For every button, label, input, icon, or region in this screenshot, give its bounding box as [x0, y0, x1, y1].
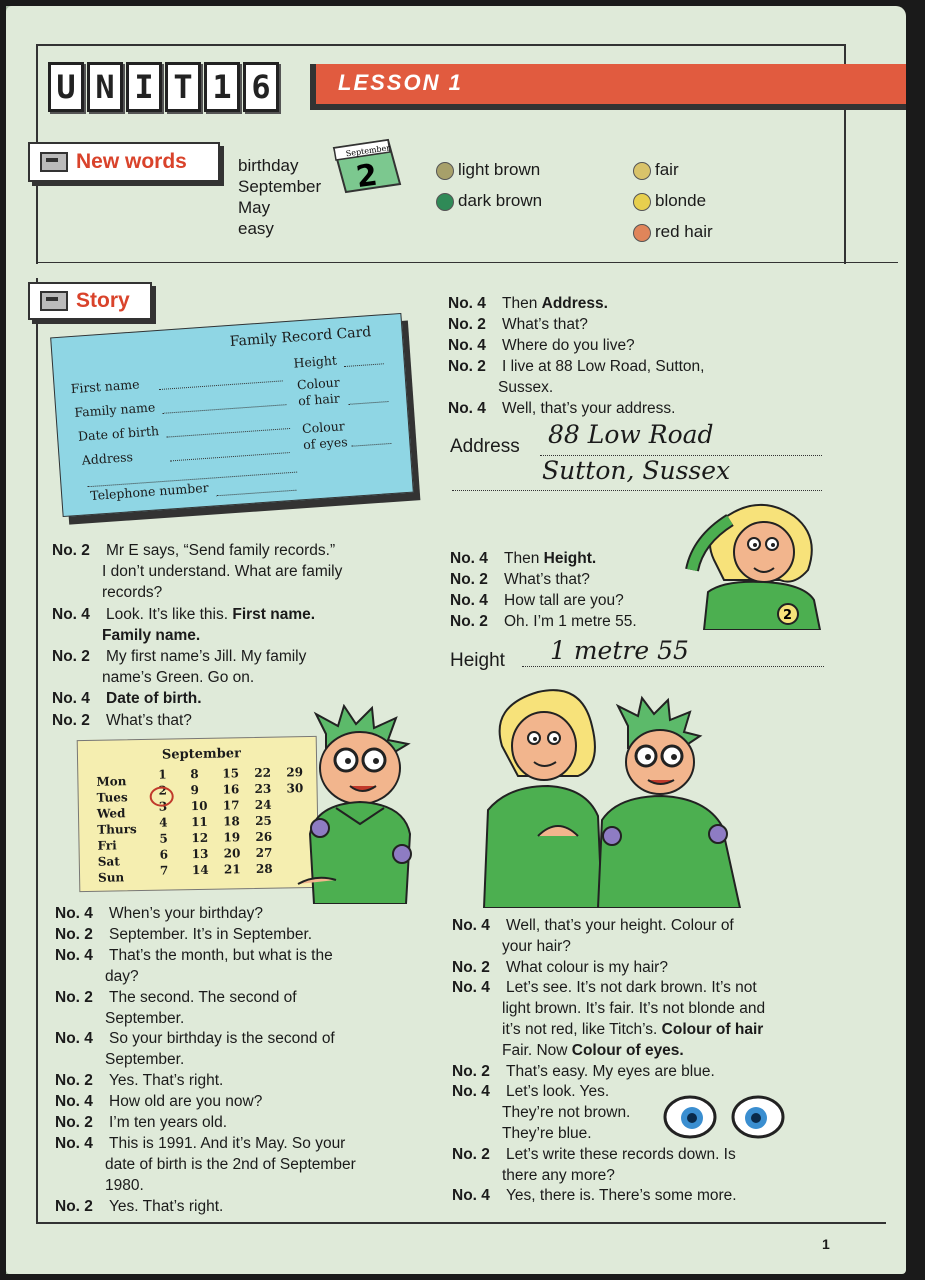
dialogue-bold-text: Colour of eyes. — [571, 1041, 684, 1059]
dialogue-text: I live at 88 Low Road, Sutton, — [502, 357, 705, 375]
dialogue-text: What’s that? — [504, 571, 590, 588]
dialogue-text: September. — [105, 1051, 185, 1069]
calendar-date: 17 — [222, 798, 240, 813]
calendar-icon-month: September — [345, 143, 391, 159]
dialogue-line — [55, 1196, 223, 1217]
dialogue-line — [55, 966, 139, 987]
dialogue-line — [52, 561, 342, 582]
dialogue-line — [452, 1081, 609, 1102]
new-words-label: New words — [76, 150, 187, 173]
dialogue-text: Well, that’s your height. Colour of — [506, 917, 734, 934]
dialogue-line — [450, 569, 590, 590]
dialogue-line — [55, 1175, 144, 1196]
dialogue-text: My first name’s Jill. My family — [106, 648, 307, 665]
dialogue-text: Well, that’s your address. — [502, 399, 676, 417]
speaker-label: No. 2 — [52, 648, 90, 665]
calendar-date: 30 — [286, 781, 304, 796]
speaker-label: No. 2 — [452, 1145, 490, 1163]
colour-word: red hair — [655, 222, 713, 241]
dialogue-text: That’s the month, but what is the — [109, 946, 333, 964]
card-dotted-line — [217, 490, 297, 497]
colour-word: light brown — [458, 160, 541, 179]
height-handwritten: 1 metre 55 — [550, 636, 689, 665]
calendar-day-label: Wed — [96, 806, 126, 821]
dialogue-text: Mr E says, “Send family records.” — [106, 542, 336, 559]
unit-letter: T — [165, 62, 201, 112]
speaker-label: No. 4 — [448, 295, 486, 312]
speaker-label: No. 4 — [452, 1083, 490, 1101]
calendar-date: 3 — [158, 799, 168, 814]
calendar-day-label: Sat — [97, 854, 120, 869]
page-number: 1 — [822, 1236, 830, 1252]
dialogue-line — [55, 1008, 184, 1029]
dialogue-text: What’s that? — [502, 315, 588, 333]
jill-character-illustration — [684, 500, 828, 630]
dialogue-line — [52, 646, 306, 667]
card-field-label: of hair — [297, 390, 341, 409]
calendar-date: 27 — [255, 845, 273, 860]
speaker-label: No. 2 — [450, 613, 488, 630]
dialogue-line — [450, 548, 596, 569]
lesson-label: LESSON 1 — [338, 70, 463, 95]
dialogue-text: Then — [504, 550, 544, 567]
dialogue-line — [55, 945, 333, 966]
circled-date-mark — [149, 785, 175, 807]
calendar-date: 29 — [286, 765, 304, 780]
dialogue-text: Yes. That’s right. — [109, 1197, 224, 1215]
colour-word: dark brown — [458, 191, 543, 210]
dialogue-line — [452, 1185, 737, 1206]
dialogue-bold-text: Date of birth. — [106, 690, 202, 708]
speaker-label: No. 4 — [452, 917, 490, 934]
card-dotted-line — [163, 404, 287, 414]
card-dotted-line — [349, 401, 389, 405]
dialogue-text: it’s not red, like Titch’s. — [502, 1021, 662, 1038]
card-dotted-line — [166, 428, 290, 438]
calendar-date: 9 — [190, 782, 200, 798]
calendar-date: 28 — [255, 861, 273, 876]
dialogue-text: your hair? — [502, 937, 571, 955]
colour-word: blonde — [655, 191, 707, 210]
calendar-date: 16 — [222, 782, 240, 797]
dialogue-line — [452, 957, 668, 978]
dialogue-line — [452, 936, 571, 957]
dialogue-line — [55, 1028, 335, 1049]
dialogue-text: Then — [502, 295, 542, 312]
dialogue-line — [52, 667, 254, 688]
calendar-date: 10 — [190, 798, 208, 814]
height-line — [522, 666, 824, 667]
dialogue-line — [452, 1102, 630, 1123]
calendar-day-label: Thurs — [97, 822, 137, 837]
cassette-icon — [40, 291, 68, 311]
dialogue-text: How old are you now? — [109, 1093, 263, 1111]
dialogue-text: September. It’s in September. — [109, 925, 313, 943]
calendar-date: 6 — [159, 847, 169, 862]
card-field-label: Address — [81, 449, 134, 468]
dialogue-text: Let’s write these records down. Is — [506, 1145, 736, 1163]
dialogue-line — [450, 611, 637, 632]
address-label: Address — [450, 436, 520, 457]
dialogue-line — [55, 1091, 262, 1112]
dialogue-text: I’m ten years old. — [109, 1114, 228, 1131]
card-dotted-line — [344, 363, 384, 367]
speaker-label: No. 4 — [452, 1187, 490, 1205]
dialogue-line — [55, 1070, 223, 1091]
jill-and-titch-illustration — [478, 686, 758, 908]
speaker-label: No. 2 — [55, 1197, 93, 1215]
speaker-label: No. 4 — [448, 399, 486, 417]
new-word: May — [238, 198, 271, 217]
calendar-date: 19 — [223, 830, 241, 845]
card-dotted-line — [351, 443, 391, 447]
dialogue-text: They’re blue. — [502, 1125, 592, 1142]
calendar-page-icon — [326, 134, 406, 196]
speaker-label: No. 4 — [450, 550, 488, 567]
lesson-banner — [310, 64, 906, 110]
dialogue-line — [450, 590, 624, 611]
speaker-label: No. 2 — [55, 988, 93, 1006]
dialogue-line — [452, 1165, 615, 1186]
speaker-label: No. 4 — [52, 690, 90, 708]
dialogue-line — [55, 1112, 227, 1133]
calendar-date: 4 — [159, 815, 168, 830]
dialogue-text: records? — [102, 584, 163, 602]
dialogue-text: What’s that? — [106, 711, 192, 729]
dialogue-line — [448, 314, 588, 335]
dialogue-line — [448, 377, 553, 398]
colour-swatch-icon — [633, 162, 651, 180]
calendar-date: 21 — [223, 862, 241, 877]
calendar-date: 8 — [190, 766, 199, 782]
dialogue-line — [52, 688, 202, 709]
dialogue-text: there any more? — [502, 1166, 615, 1184]
card-field-label: First name — [70, 376, 140, 397]
dialogue-text: When’s your birthday? — [109, 905, 263, 922]
speaker-label: No. 2 — [450, 571, 488, 588]
calendar-day-label: Tues — [96, 790, 128, 805]
calendar-date: 23 — [254, 781, 272, 797]
dialogue-bold-text: Address. — [541, 295, 608, 312]
unit-letter: U — [48, 62, 84, 112]
dialogue-text: The second. The second of — [109, 988, 297, 1006]
calendar-date: 25 — [255, 813, 272, 829]
colour-swatch-icon — [633, 193, 651, 211]
dialogue-text: So your birthday is the second of — [109, 1030, 335, 1048]
family-record-card — [50, 313, 414, 517]
dialogue-text: Sussex. — [498, 378, 554, 396]
unit-letter: 6 — [243, 62, 279, 112]
card-title: Family Record Card — [229, 324, 372, 350]
dialogue-text: They’re not brown. — [502, 1104, 631, 1122]
speaker-label: No. 2 — [52, 711, 90, 729]
speaker-label: No. 2 — [55, 1072, 93, 1090]
dialogue-line — [55, 1049, 184, 1070]
dialogue-text: This is 1991. And it’s May. So your — [109, 1134, 346, 1152]
dialogue-text: 1980. — [105, 1176, 144, 1194]
speaker-label: No. 2 — [448, 315, 486, 333]
dialogue-text: That’s easy. My eyes are blue. — [506, 1062, 715, 1080]
new-word: easy — [238, 219, 274, 238]
card-dotted-line — [159, 380, 283, 390]
calendar-date: 12 — [191, 830, 209, 846]
card-field-label: Colour — [296, 374, 341, 393]
speaker-label: No. 2 — [452, 1062, 490, 1080]
unit-letter: N — [87, 62, 123, 112]
calendar-date: 2 — [158, 783, 168, 798]
dialogue-line — [55, 1154, 356, 1175]
story-label: Story — [76, 289, 130, 312]
unit-letter: 1 — [204, 62, 240, 112]
height-label: Height — [450, 650, 505, 671]
dialogue-text: I don’t understand. What are family — [102, 563, 343, 581]
dialogue-line — [55, 987, 297, 1008]
calendar-date: 13 — [191, 846, 209, 862]
speaker-label: No. 2 — [448, 357, 486, 375]
card-field-label: Date of birth — [77, 423, 160, 444]
dialogue-text: Look. It’s like this. — [106, 605, 233, 623]
speaker-label: No. 4 — [55, 1030, 93, 1048]
speaker-label: No. 2 — [55, 1114, 93, 1131]
dialogue-line — [448, 293, 608, 314]
calendar-icon-day: 2 — [354, 157, 380, 196]
story-tag — [28, 282, 152, 320]
calendar-day-label: Sun — [97, 870, 125, 885]
dialogue-line — [55, 924, 312, 945]
calendar-date: 24 — [254, 797, 272, 813]
dialogue-text: day? — [105, 967, 139, 985]
colour-swatch-icon — [436, 193, 454, 211]
speaker-label: No. 2 — [52, 542, 90, 559]
dialogue-bold-text: Family name. — [102, 626, 201, 644]
colour-swatch-icon — [436, 162, 454, 180]
dialogue-line — [52, 582, 162, 603]
dialogue-line — [448, 398, 675, 419]
dialogue-text: name’s Green. Go on. — [102, 669, 255, 687]
dialogue-line — [452, 1040, 684, 1061]
dialogue-line — [452, 915, 734, 936]
speaker-label: No. 4 — [448, 336, 486, 354]
dialogue-text: Oh. I’m 1 metre 55. — [504, 613, 637, 630]
address-handwritten-2: Sutton, Sussex — [542, 456, 731, 485]
dialogue-text: Let’s see. It’s not dark brown. It’s not — [506, 979, 757, 997]
dialogue-line — [55, 1133, 345, 1154]
dialogue-text: light brown. It’s fair. It’s not blonde and — [502, 1000, 766, 1018]
dialogue-line — [448, 335, 635, 356]
card-field-label: of eyes — [302, 434, 349, 453]
card-dotted-line — [170, 452, 290, 461]
dialogue-line — [452, 1061, 715, 1082]
address-handwritten-1: 88 Low Road — [548, 420, 714, 449]
dialogue-text: Yes. That’s right. — [109, 1072, 224, 1090]
blue-eyes-icon — [660, 1092, 790, 1142]
calendar-date: 11 — [191, 814, 208, 830]
speaker-label: No. 4 — [55, 1093, 93, 1111]
calendar-day-label: Mon — [96, 774, 127, 789]
calendar-day-label: Fri — [97, 838, 117, 853]
address-line-2 — [452, 490, 822, 491]
dialogue-text: What colour is my hair? — [506, 958, 668, 976]
speaker-label: No. 4 — [452, 979, 490, 997]
calendar-month: September — [161, 746, 242, 763]
titch-character-illustration — [296, 704, 420, 904]
dialogue-bold-text: Height. — [543, 550, 597, 567]
colour-swatch-icon — [633, 224, 651, 242]
card-field-label: Family name — [73, 399, 156, 420]
dialogue-line — [452, 1123, 592, 1144]
calendar-date: 18 — [223, 814, 240, 829]
divider — [36, 262, 898, 263]
dialogue-text: Let’s look. Yes. — [506, 1083, 610, 1101]
speaker-label: No. 4 — [450, 592, 488, 609]
dialogue-line — [52, 625, 200, 646]
dialogue-line — [52, 540, 335, 561]
unit-letter: I — [126, 62, 162, 112]
calendar-date: 15 — [222, 766, 240, 781]
calendar-date: 26 — [255, 829, 273, 845]
dialogue-text: Yes, there is. There’s some more. — [506, 1187, 737, 1205]
calendar-date: 5 — [159, 831, 168, 846]
dialogue-line — [452, 977, 757, 998]
speaker-label: No. 4 — [55, 1134, 93, 1152]
dialogue-text: date of birth is the 2nd of September — [105, 1155, 356, 1173]
calendar-date: 1 — [158, 767, 167, 782]
dialogue-text: How tall are you? — [504, 592, 624, 609]
speaker-label: No. 4 — [52, 605, 90, 623]
dialogue-bold-text: Colour of hair — [661, 1021, 764, 1038]
new-word: birthday — [238, 156, 299, 175]
card-field-label: Colour — [301, 418, 346, 437]
dialogue-line — [52, 604, 315, 625]
speaker-label: No. 2 — [452, 958, 490, 976]
dialogue-text: September. — [105, 1009, 185, 1027]
dialogue-line — [452, 1019, 763, 1040]
calendar-date: 14 — [191, 862, 209, 878]
dialogue-text: Fair. Now — [502, 1041, 572, 1059]
calendar-date: 22 — [254, 765, 272, 781]
card-field-label: Telephone number — [89, 479, 210, 504]
speaker-label: No. 4 — [55, 905, 93, 922]
speaker-label: No. 4 — [55, 946, 93, 964]
dialogue-bold-text: First name. — [232, 605, 316, 623]
card-field-label: Height — [293, 352, 338, 371]
dialogue-line — [448, 356, 704, 377]
new-words-tag — [28, 142, 220, 182]
dialogue-line — [55, 903, 263, 924]
dialogue-line — [452, 998, 765, 1019]
cassette-icon — [40, 152, 68, 172]
unit-title — [48, 62, 279, 110]
september-calendar — [77, 736, 320, 892]
dialogue-line — [452, 1144, 736, 1165]
calendar-date: 7 — [159, 863, 169, 878]
dialogue-text: Where do you live? — [502, 336, 635, 354]
new-word: September — [238, 177, 322, 196]
dialogue-line — [52, 710, 192, 731]
calendar-date: 20 — [223, 846, 241, 861]
colour-word: fair — [655, 160, 679, 179]
svg-text:2: 2 — [783, 608, 793, 623]
speaker-label: No. 2 — [55, 925, 93, 943]
